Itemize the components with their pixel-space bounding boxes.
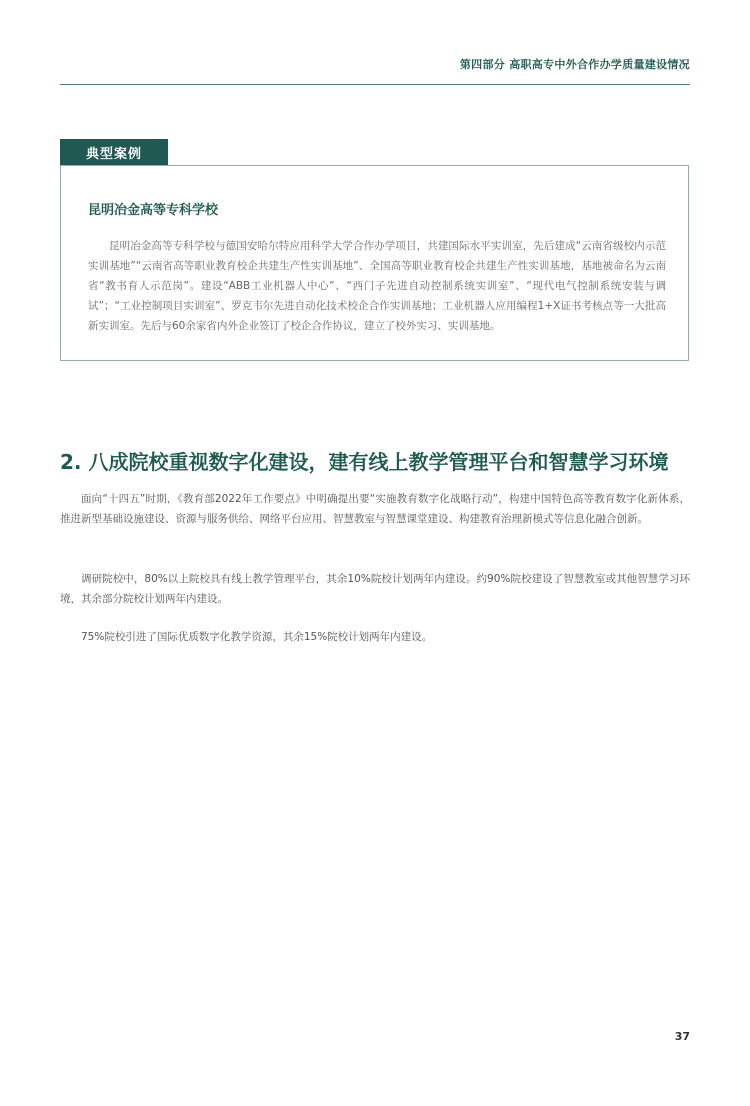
body-paragraph: 75%院校引进了国际优质数字化教学资源，其余15%院校计划两年内建设。 — [81, 631, 433, 643]
case-study-body: 昆明冶金高等专科学校与德国安哈尔特应用科学大学合作办学项目，共建国际水平实训室，先后建成“云南省级校内示范实训基地”“云南省高等职业教育校企共建生产性实训基地”、全国高等职业教育校企共建生产性实训基地，基地被命名为云南省“教书育人示范岗”。建设“ABB工业机器人中心”、“西门子先进自动控制系统实训室”、“现代电气控制系统安装与调试”；“工业控制项目实训室”、罗克韦尔先进自动化技术校企合作实训基地；工业机器人应用编程1+X证书考核点等一大批高新实训室。先后与60余家省内外企业签订了校企合作协议，建立了校外实习、实训基地。 — [88, 240, 666, 332]
body-paragraph: 面向“十四五”时期，《教育部2022年工作要点》中明确提出要“实施教育数字化战略行动”，构建中国特色高等教育数字化新体系，推进新型基础设施建设、资源与服务供给、网络平台应用、智慧教室与智慧课堂建设、构建教育治理新模式等信息化融合创新。 — [60, 493, 690, 525]
running-header: 第四部分 高职高专中外合作办学质量建设情况 — [459, 58, 690, 71]
case-study-box — [60, 165, 689, 361]
body-paragraph: 调研院校中，80%以上院校具有线上教学管理平台，其余10%院校计划两年内建设。约90%院校建设了智慧教室或其他智慧学习环境，其余部分院校计划两年内建设。 — [60, 573, 690, 605]
case-study-tag: 典型案例 — [60, 139, 168, 166]
page-number: 37 — [674, 1030, 690, 1043]
header-divider — [60, 84, 690, 85]
case-study-title: 昆明冶金高等专科学校 — [88, 203, 219, 218]
section-heading: 2. 八成院校重视数字化建设，建有线上教学管理平台和智慧学习环境 — [60, 450, 669, 474]
